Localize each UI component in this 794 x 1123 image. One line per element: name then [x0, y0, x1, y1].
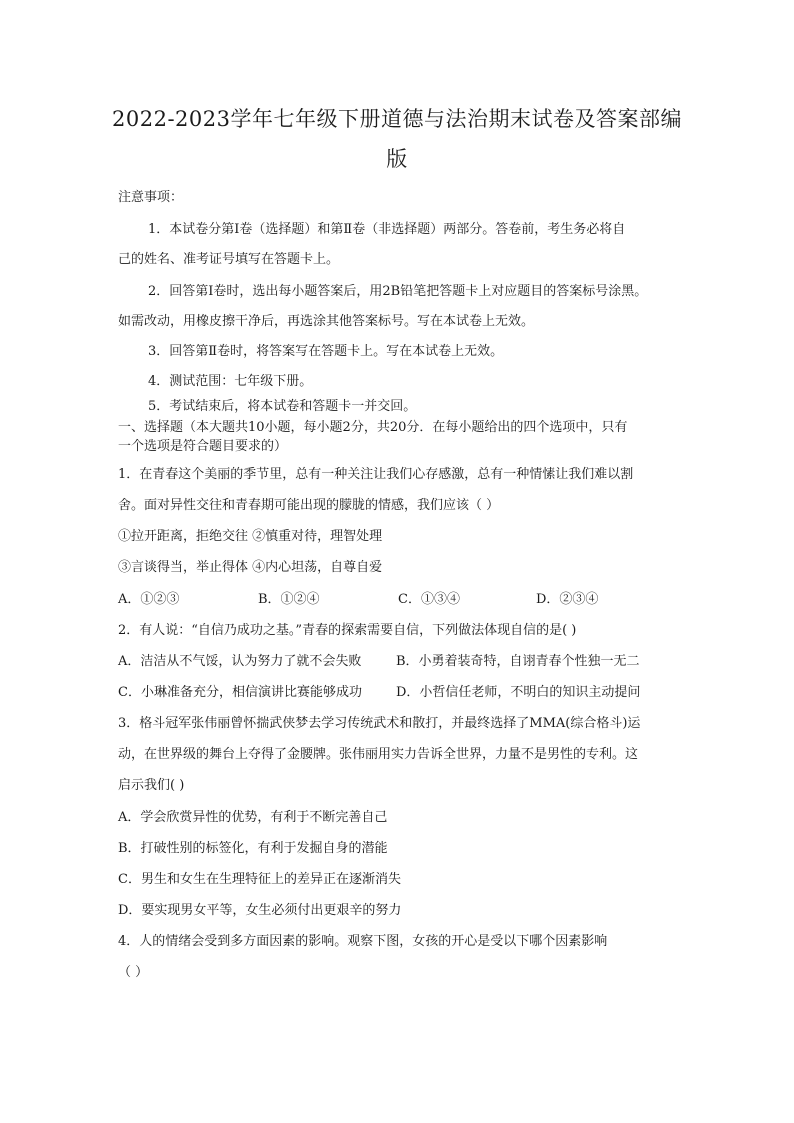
question-3-stem-cont-1: 动，在世界级的舞台上夺得了金腰牌。张伟丽用实力告诉全世界，力量不是男性的专利。这 [118, 747, 639, 762]
notice-item-5: 5．考试结束后，将本试卷和答题卡一并交回。 [148, 399, 417, 414]
question-1-stem-cont: 舍。面对异性交往和青春期可能出现的朦胧的情感，我们应该（ ） [118, 498, 500, 513]
question-2-option-b: B．小勇着装奇特，自诩青春个性独一无二 [396, 654, 640, 669]
notice-item-2: 2．回答第Ⅰ卷时，选出每小题答案后，用2B铅笔把答题卡上对应题目的答案标号涂黑。 [148, 284, 648, 299]
question-1-option-c: C．①③④ [398, 592, 460, 607]
question-2-option-a: A．洁洁从不气馁，认为努力了就不会失败 [118, 654, 362, 669]
question-1-statements-1: ①拉开距离，拒绝交往 ②慎重对待，理智处理 [118, 529, 383, 544]
notice-item-4: 4．测试范围：七年级下册。 [148, 374, 313, 389]
question-3-stem-cont-2: 启示我们( ) [118, 778, 185, 793]
question-4-stem: 4．人的情绪会受到多方面因素的影响。观察下图，女孩的开心是受以下哪个因素影响 [118, 934, 608, 949]
question-4-stem-cont: （ ） [118, 965, 149, 980]
notice-item-1: 1．本试卷分第Ⅰ卷（选择题）和第Ⅱ卷（非选择题）两部分。答卷前，考生务必将自 [148, 222, 626, 237]
page-title: 2022-2023学年七年级下册道德与法治期末试卷及答案部编 [112, 107, 682, 131]
question-1-option-d: D．②③④ [536, 592, 599, 607]
question-2-option-c: C．小琳准备充分，相信演讲比赛能够成功 [118, 685, 362, 700]
notice-item-3: 3．回答第Ⅱ卷时，将答案写在答题卡上。写在本试卷上无效。 [148, 344, 504, 359]
question-3-stem: 3．格斗冠军张伟丽曾怀揣武侠梦去学习传统武术和散打，并最终选择了MMA(综合格斗)运 [118, 716, 641, 731]
question-1-stem: 1．在青春这个美丽的季节里，总有一种关注让我们心存感激，总有一种情愫让我们难以割 [118, 467, 634, 482]
question-3-option-d: D．要实现男女平等，女生必须付出更艰辛的努力 [118, 903, 402, 918]
question-2-stem: 2．有人说：“自信乃成功之基。”青春的探索需要自信，下列做法体现自信的是( ) [118, 623, 577, 638]
question-2-option-d: D．小哲信任老师，不明白的知识主动提问 [396, 685, 641, 700]
notice-item-1-cont: 己的姓名、准考证号填写在答题卡上。 [118, 252, 340, 267]
question-1-option-a: A．①②③ [118, 592, 180, 607]
question-3-option-b: B．打破性别的标签化，有利于发掘自身的潜能 [118, 841, 388, 856]
page-title-continued: 版 [386, 147, 408, 171]
notice-item-2-cont: 如需改动，用橡皮擦干净后，再选涂其他答案标号。写在本试卷上无效。 [118, 314, 535, 329]
notice-heading: 注意事项： [118, 190, 184, 205]
question-3-option-c: C．男生和女生在生理特征上的差异正在逐渐消失 [118, 872, 401, 887]
question-3-option-a: A．学会欣赏异性的优势，有利于不断完善自己 [118, 810, 388, 825]
question-1-statements-2: ③言谈得当，举止得体 ④内心坦荡，自尊自爱 [118, 560, 383, 575]
question-1-option-b: B．①②④ [258, 592, 320, 607]
section-heading: 一、选择题（本大题共10小题，每小题2分，共20分．在每小题给出的四个选项中，只有 [118, 420, 628, 435]
section-heading-cont: 一个选项是符合题目要求的） [118, 439, 288, 454]
